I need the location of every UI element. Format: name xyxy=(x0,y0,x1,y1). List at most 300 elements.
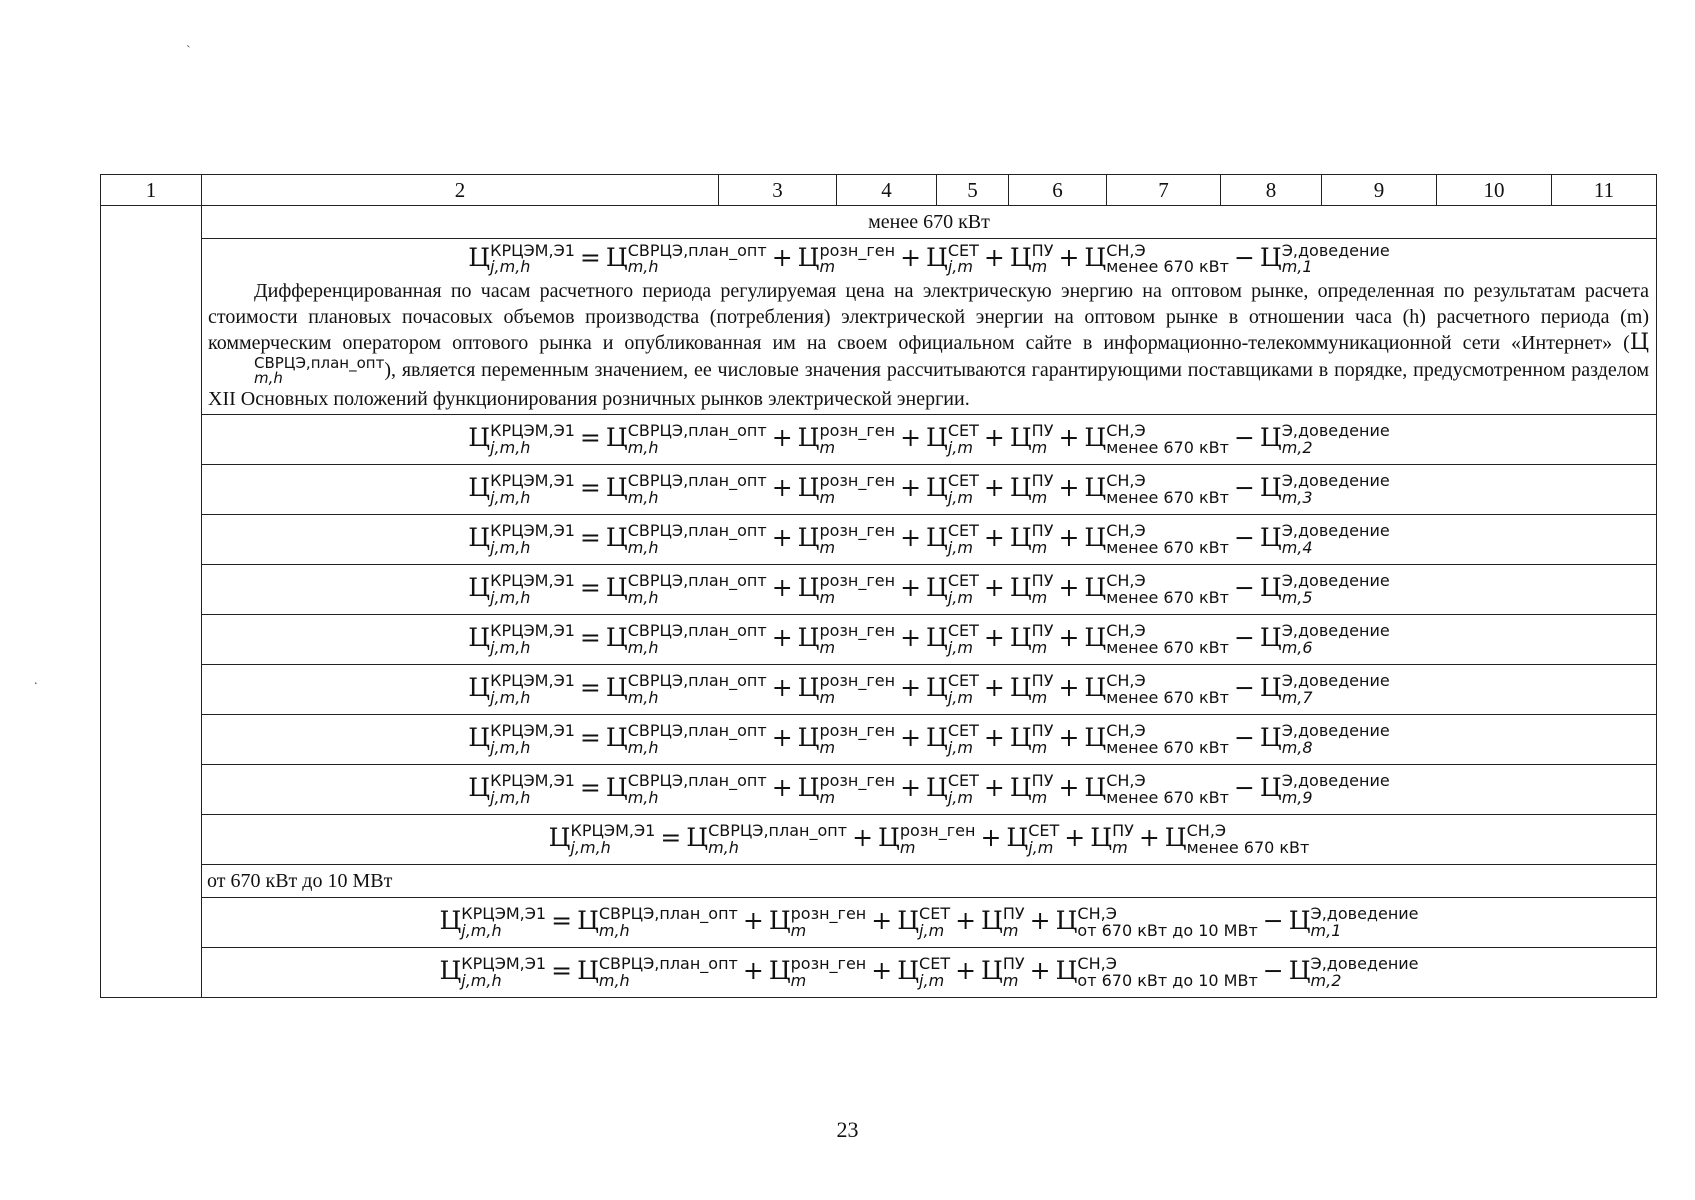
supply-margin-term xyxy=(1055,904,1258,940)
subscript: m,h xyxy=(708,837,739,857)
subscript: менее 670 кВт xyxy=(1106,487,1229,507)
metering-term xyxy=(1009,471,1054,507)
section-title-670kw-10mw: от 670 кВт до 10 МВт xyxy=(202,865,1657,898)
indices xyxy=(791,906,867,939)
retail-gen-term xyxy=(797,421,896,457)
column-number: 11 xyxy=(1552,175,1657,206)
subscript: m,h xyxy=(627,687,659,707)
price-symbol: Ц xyxy=(897,956,920,986)
indices xyxy=(628,773,767,806)
operator: + xyxy=(771,623,793,653)
price-symbol: Ц xyxy=(768,906,791,936)
subscript: менее 670 кВт xyxy=(1106,687,1229,707)
column-number: 4 xyxy=(837,175,937,206)
superscript: СЕТ xyxy=(919,954,951,974)
subscript: менее 670 кВт xyxy=(1106,587,1229,607)
wholesale-price-term xyxy=(686,821,848,857)
operator: − xyxy=(1233,673,1255,703)
superscript: Э,доведение xyxy=(1310,954,1419,974)
subscript: j,m,h xyxy=(490,537,531,557)
indices xyxy=(628,623,767,656)
price-symbol: Ц xyxy=(468,473,491,503)
superscript: Э,доведение xyxy=(1281,521,1390,541)
indices xyxy=(599,906,738,939)
superscript: КРЦЭМ,Э1 xyxy=(461,904,547,924)
subscript: менее 670 кВт xyxy=(1106,537,1229,557)
price-symbol: Ц xyxy=(577,906,599,936)
operator: + xyxy=(900,473,922,503)
operator: = xyxy=(579,723,601,753)
metering-term xyxy=(1090,821,1134,857)
column-number: 6 xyxy=(1009,175,1107,206)
price-symbol: Ц xyxy=(1259,473,1282,503)
indices xyxy=(948,423,979,456)
superscript: СВРЦЭ,план_опт xyxy=(708,821,848,841)
indices xyxy=(1106,723,1229,756)
formula-no-delivery xyxy=(202,823,1656,856)
superscript: КРЦЭМ,Э1 xyxy=(490,521,575,541)
subscript: m,2 xyxy=(1281,437,1313,457)
superscript: СЕТ xyxy=(947,571,979,591)
operator: + xyxy=(771,673,793,703)
price-symbol: Ц xyxy=(981,906,1003,936)
delivery-term xyxy=(1259,621,1390,657)
price-symbol: Ц xyxy=(605,673,628,703)
superscript: СН,Э xyxy=(1106,471,1146,491)
price-symbol: Ц xyxy=(797,773,820,803)
operator: − xyxy=(1262,956,1284,986)
superscript: розн_ген xyxy=(790,904,867,924)
price-symbol: Ц xyxy=(1009,673,1032,703)
price-symbol: Ц xyxy=(981,956,1003,986)
subscript: m xyxy=(1031,737,1048,757)
subscript: m xyxy=(1031,687,1048,707)
price-symbol: Ц xyxy=(878,823,900,853)
price-symbol: Ц xyxy=(926,242,948,272)
indices xyxy=(819,773,895,806)
column-number: 10 xyxy=(1437,175,1552,206)
column-number-row xyxy=(101,175,1657,206)
indices xyxy=(819,673,895,706)
supply-margin-term xyxy=(1084,671,1229,707)
superscript: ПУ xyxy=(1002,904,1025,924)
delivery-term xyxy=(1259,721,1390,757)
superscript: СВРЦЭ,план_опт xyxy=(598,954,738,974)
indices xyxy=(1282,473,1390,506)
subscript: m xyxy=(819,737,836,757)
supply-margin-term xyxy=(1084,721,1229,757)
indices xyxy=(948,523,979,556)
superscript: СН,Э xyxy=(1077,954,1117,974)
superscript: розн_ген xyxy=(819,471,896,491)
wholesale-price-term xyxy=(605,771,767,807)
operator: + xyxy=(1029,906,1051,936)
subscript: m xyxy=(790,920,807,940)
indices xyxy=(1077,956,1257,989)
price-symbol: Ц xyxy=(1259,523,1282,553)
operator: + xyxy=(852,823,874,853)
superscript: СЕТ xyxy=(947,671,979,691)
retail-gen-term xyxy=(797,671,896,707)
formula-9 xyxy=(202,773,1656,806)
operator: + xyxy=(1138,823,1160,853)
operator: − xyxy=(1233,242,1255,272)
subscript: m,6 xyxy=(1281,637,1313,657)
indices xyxy=(1282,773,1390,806)
indices xyxy=(1106,623,1229,656)
indices xyxy=(1032,523,1054,556)
subscript: j,m,h xyxy=(461,920,502,940)
superscript: розн_ген xyxy=(819,721,896,741)
subscript: m,9 xyxy=(1281,787,1313,807)
column-number: 8 xyxy=(1221,175,1322,206)
subscript: j,m,h xyxy=(570,837,611,857)
indices xyxy=(1032,243,1054,276)
indices xyxy=(1032,773,1054,806)
subscript: m xyxy=(819,587,836,607)
operator: + xyxy=(980,823,1002,853)
subscript: m xyxy=(819,687,836,707)
superscript: КРЦЭМ,Э1 xyxy=(490,571,575,591)
retail-gen-term xyxy=(797,621,896,657)
superscript: Э,доведение xyxy=(1281,421,1390,441)
price-symbol: Ц xyxy=(1084,573,1107,603)
operator: − xyxy=(1233,623,1255,653)
indices xyxy=(570,823,655,856)
price-symbol: Ц xyxy=(926,623,948,653)
price-symbol: Ц xyxy=(468,773,491,803)
subscript: m,3 xyxy=(1281,487,1313,507)
supply-margin-term xyxy=(1084,621,1229,657)
operator: − xyxy=(1233,523,1255,553)
operator: = xyxy=(579,673,601,703)
indices xyxy=(628,423,767,456)
indices xyxy=(708,823,847,856)
price-symbol: Ц xyxy=(1009,242,1032,272)
wholesale-price-term xyxy=(605,471,767,507)
supply-margin-term xyxy=(1084,241,1229,277)
superscript: розн_ген xyxy=(819,521,896,541)
operator: + xyxy=(983,423,1005,453)
indices xyxy=(490,723,575,756)
formula-with-description-cell xyxy=(202,239,1657,415)
price-symbol: Ц xyxy=(926,473,948,503)
subscript: m xyxy=(1002,970,1019,990)
indices xyxy=(1028,823,1059,856)
subscript: менее 670 кВт xyxy=(1106,637,1229,657)
subscript: j,m xyxy=(947,587,973,607)
superscript: розн_ген xyxy=(819,241,896,260)
symbol-subscript: m,h xyxy=(254,368,283,387)
description-text-start: Дифференцированная по часам расчетного периода регулируемая цена на электрическую энергию на оптовом рынке, определенная по результатам расчета стоимости плановых почасовых объемов производства (потребления) электрической энергии на оптовом рынке в отношении часа (h) расчетного периода (m) коммерческим оператором оптового рынка и опубликованная им на своем официальном сайте в информационно-телекоммуникационной сети «Интернет» ( xyxy=(208,279,1649,354)
subscript: от 670 кВт до 10 МВт xyxy=(1077,920,1258,940)
indices xyxy=(490,243,575,276)
superscript: Э,доведение xyxy=(1310,904,1419,924)
operator: + xyxy=(771,723,793,753)
operator: + xyxy=(983,673,1005,703)
superscript: розн_ген xyxy=(819,771,896,791)
price-symbol: Ц xyxy=(797,673,820,703)
indices xyxy=(1282,723,1390,756)
operator: + xyxy=(955,906,977,936)
indices xyxy=(1282,573,1390,606)
operator: + xyxy=(1058,623,1080,653)
operator: + xyxy=(771,523,793,553)
price-symbol: Ц xyxy=(605,473,628,503)
price-symbol: Ц xyxy=(1055,906,1078,936)
subscript: m,h xyxy=(598,970,630,990)
price-symbol: Ц xyxy=(797,723,820,753)
subscript: m xyxy=(819,437,836,457)
subscript: менее 670 кВт xyxy=(1106,257,1229,277)
superscript: Э,доведение xyxy=(1281,771,1390,791)
superscript: ПУ xyxy=(1031,521,1054,541)
price-symbol: Ц xyxy=(1259,773,1282,803)
wholesale-price-term xyxy=(577,954,738,990)
lhs-term xyxy=(468,621,575,657)
formula-4 xyxy=(202,523,1656,556)
indices xyxy=(461,906,546,939)
superscript: СЕТ xyxy=(947,421,979,441)
price-symbol: Ц xyxy=(1009,773,1032,803)
formula-670-10-1 xyxy=(202,906,1656,939)
superscript: СВРЦЭ,план_опт xyxy=(627,771,767,791)
price-symbol: Ц xyxy=(548,823,571,853)
price-symbol: Ц xyxy=(1288,906,1311,936)
operator: + xyxy=(771,773,793,803)
operator: + xyxy=(900,773,922,803)
operator: + xyxy=(1058,573,1080,603)
scan-mark: ` xyxy=(186,44,191,59)
price-symbol: Ц xyxy=(1009,573,1032,603)
superscript: СЕТ xyxy=(947,721,979,741)
delivery-term xyxy=(1259,471,1390,507)
price-symbol: Ц xyxy=(926,573,948,603)
indices xyxy=(1032,473,1054,506)
operator: = xyxy=(551,906,573,936)
price-symbol: Ц xyxy=(797,523,820,553)
indices xyxy=(948,673,979,706)
operator: + xyxy=(1058,523,1080,553)
lhs-term xyxy=(439,904,547,940)
page-number: 23 xyxy=(836,1117,859,1142)
operator: − xyxy=(1262,906,1284,936)
operator: + xyxy=(983,523,1005,553)
operator: + xyxy=(1058,723,1080,753)
formula-2 xyxy=(202,423,1656,456)
metering-term xyxy=(1009,721,1054,757)
indices xyxy=(1112,823,1134,856)
subscript: m,h xyxy=(627,787,659,807)
price-symbol: Ц xyxy=(797,242,820,272)
superscript: ПУ xyxy=(1031,571,1054,591)
operator: + xyxy=(900,573,922,603)
column-number: 9 xyxy=(1322,175,1437,206)
price-symbol: Ц xyxy=(926,423,948,453)
price-symbol: Ц xyxy=(797,623,820,653)
price-symbol: Ц xyxy=(468,673,491,703)
column-number: 5 xyxy=(937,175,1009,206)
indices xyxy=(1106,773,1229,806)
indices xyxy=(1032,673,1054,706)
supply-margin-term xyxy=(1084,421,1229,457)
subscript: j,m xyxy=(947,537,973,557)
lhs-term xyxy=(548,821,656,857)
indices xyxy=(1032,723,1054,756)
indices xyxy=(490,523,575,556)
subscript: m,h xyxy=(627,587,659,607)
subscript: j,m xyxy=(919,970,945,990)
indices xyxy=(948,243,979,276)
subscript: m xyxy=(1031,587,1048,607)
price-symbol: Ц xyxy=(1084,723,1107,753)
subscript: менее 670 кВт xyxy=(1106,437,1229,457)
retail-gen-term xyxy=(768,904,867,940)
price-symbol: Ц xyxy=(605,423,628,453)
indices xyxy=(819,473,895,506)
indices xyxy=(1106,673,1229,706)
price-symbol: Ц xyxy=(926,523,948,553)
subscript: m,8 xyxy=(1281,737,1313,757)
operator: + xyxy=(983,473,1005,503)
retail-gen-term xyxy=(797,721,896,757)
metering-term xyxy=(981,954,1025,990)
superscript: розн_ген xyxy=(819,621,896,641)
price-symbol: Ц xyxy=(1259,423,1282,453)
indices xyxy=(1282,243,1390,276)
indices xyxy=(628,243,767,276)
superscript: розн_ген xyxy=(790,954,867,974)
subscript: от 670 кВт до 10 МВт xyxy=(1077,970,1258,990)
indices xyxy=(819,623,895,656)
lhs-term xyxy=(468,241,575,277)
indices xyxy=(819,723,895,756)
price-symbol: Ц xyxy=(686,823,709,853)
wholesale-price-term xyxy=(605,421,767,457)
wholesale-price-term xyxy=(605,241,767,277)
network-term xyxy=(897,904,951,940)
operator: + xyxy=(1058,473,1080,503)
superscript: ПУ xyxy=(1002,954,1025,974)
superscript: ПУ xyxy=(1031,721,1054,741)
operator: = xyxy=(551,956,573,986)
superscript: Э,доведение xyxy=(1281,471,1390,491)
indices xyxy=(599,956,738,989)
lhs-term xyxy=(468,521,575,557)
tariff-table xyxy=(100,174,1657,998)
subscript: m,h xyxy=(627,257,659,277)
indices xyxy=(791,956,867,989)
indices xyxy=(1187,823,1310,856)
price-symbol: Ц xyxy=(926,773,948,803)
price-symbol: Ц xyxy=(468,723,491,753)
subscript: j,m,h xyxy=(461,970,502,990)
superscript: Э,доведение xyxy=(1281,241,1390,260)
price-symbol: Ц xyxy=(926,723,948,753)
price-symbol: Ц xyxy=(468,573,491,603)
price-symbol: Ц xyxy=(605,773,628,803)
network-term xyxy=(926,721,979,757)
price-symbol: Ц xyxy=(926,673,948,703)
supply-margin-term xyxy=(1084,571,1229,607)
operator: = xyxy=(579,773,601,803)
operator: + xyxy=(771,573,793,603)
indices xyxy=(948,723,979,756)
subscript: j,m,h xyxy=(490,687,531,707)
price-symbol: Ц xyxy=(1259,673,1282,703)
operator: − xyxy=(1233,773,1255,803)
formula-1 xyxy=(202,243,1656,276)
superscript: СН,Э xyxy=(1106,571,1146,591)
operator: + xyxy=(742,956,764,986)
subscript: m,7 xyxy=(1281,687,1313,707)
subscript: m xyxy=(1031,637,1048,657)
delivery-term xyxy=(1259,771,1390,807)
superscript: ПУ xyxy=(1031,241,1054,260)
indices xyxy=(628,523,767,556)
metering-term xyxy=(1009,571,1054,607)
subscript: m xyxy=(1031,257,1048,277)
subscript: m,1 xyxy=(1281,257,1313,277)
lhs-term xyxy=(468,721,575,757)
price-symbol: Ц xyxy=(1084,242,1107,272)
subscript: m xyxy=(1031,437,1048,457)
indices xyxy=(819,243,895,276)
lhs-term xyxy=(468,671,575,707)
metering-term xyxy=(1009,621,1054,657)
price-symbol: Ц xyxy=(797,573,820,603)
superscript: ПУ xyxy=(1031,471,1054,491)
operator: = xyxy=(579,523,601,553)
column-number: 3 xyxy=(719,175,837,206)
price-symbol: Ц xyxy=(1009,423,1032,453)
subscript: j,m xyxy=(947,737,973,757)
superscript: КРЦЭМ,Э1 xyxy=(461,954,547,974)
wholesale-price-term xyxy=(577,904,738,940)
superscript: СН,Э xyxy=(1106,241,1146,260)
superscript: СЕТ xyxy=(947,471,979,491)
subscript: m xyxy=(1112,837,1128,857)
subscript: j,m,h xyxy=(490,487,531,507)
price-symbol: Ц xyxy=(577,956,599,986)
indices xyxy=(948,473,979,506)
subscript: менее 670 кВт xyxy=(1106,737,1229,757)
price-symbol: Ц xyxy=(439,956,462,986)
price-symbol: Ц xyxy=(1259,623,1282,653)
superscript: Э,доведение xyxy=(1281,621,1390,641)
superscript: СВРЦЭ,план_опт xyxy=(627,621,767,641)
retail-gen-term xyxy=(797,521,896,557)
indices xyxy=(628,573,767,606)
indices xyxy=(628,673,767,706)
price-symbol: Ц xyxy=(1009,723,1032,753)
subscript: j,m xyxy=(1028,837,1054,857)
indices xyxy=(948,573,979,606)
indices xyxy=(1106,573,1229,606)
network-term xyxy=(926,421,979,457)
superscript: СН,Э xyxy=(1077,904,1117,924)
superscript: СЕТ xyxy=(947,241,979,260)
subscript: менее 670 кВт xyxy=(1106,787,1229,807)
operator: + xyxy=(900,623,922,653)
indices xyxy=(490,673,575,706)
superscript: СВРЦЭ,план_опт xyxy=(627,421,767,441)
indices xyxy=(919,956,950,989)
operator: + xyxy=(1064,823,1086,853)
metering-term xyxy=(1009,771,1054,807)
superscript: КРЦЭМ,Э1 xyxy=(490,241,575,260)
subscript: j,m xyxy=(947,487,973,507)
